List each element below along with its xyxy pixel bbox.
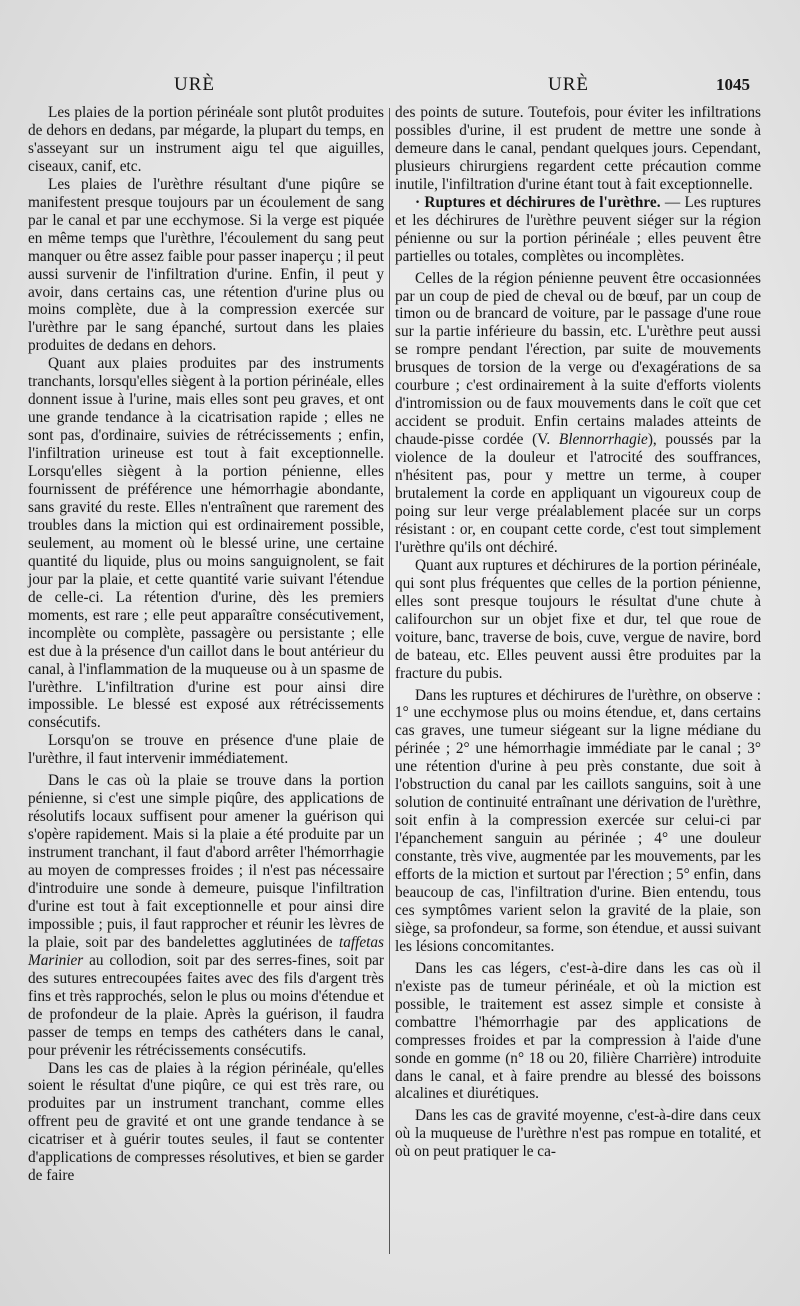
paragraph-text: — Les ruptures et les déchirures de l'urèthre peuvent siéger sur la région pénienne ou sur la portion périnéale ; elles peuvent être partielles ou totales, complètes ou incomplètes. xyxy=(395,193,761,265)
column-divider xyxy=(389,108,390,1254)
paragraph: Les plaies de l'urèthre résultant d'une piqûre se manifestent presque toujours par un écoulement de sang par le canal et par une ecchymose. Si la verge est piquée en même temps que l'urèthre, l'écoulement du sang peut manquer ou être assez faible pour passer inaperçu ; il peut aussi survenir de l'infiltration d'urine. Enfin, il peut y avoir, dans certains cas, une rétention d'urine plus ou moins complète, due à la compression exercée sur l'urèthre par le sang épanché, surtout dans les plaies produites de dedans en dehors. xyxy=(28,175,384,355)
paragraph: Dans les cas de plaies à la région périnéale, qu'elles soient le résultat d'une piqûre, ce qui est très rare, ou produites par un instrument tranchant, comme elles offrent peu de gravité et ont une grande tendance à se cicatriser et à guérir toutes seules, il faut se contenter d'applications de compresses résolutives, et bien se garder de faire xyxy=(28,1059,384,1185)
paragraph: Dans les ruptures et déchirures de l'urèthre, on observe : 1° une ecchymose plus ou moins étendue, et, dans certains cas graves, une tumeur siégeant sur la ligne médiane du périnée ; 2° une hémorrhagie immédiate par le canal ; 3° une rétention d'urine à peu près constante, due soit à l'obstruction du canal par les caillots sanguins, soit à une solution de continuité entraînant une dérivation de l'urèthre, soit enfin à la compression exercée sur celui-ci par l'épanchement sanguin au périnée ; 4° une douleur constante, très vive, augmentée par les mouvements, par les efforts de la miction et surtout par l'érection ; 5° enfin, dans beaucoup de cas, l'infiltration d'urine. Bien entendu, tous ces symptômes varient selon la gravité de la plaie, son siège, sa profondeur, sa forme, son étendue, et aussi suivant les lésions concomitantes. xyxy=(395,686,761,955)
paragraph: Dans les cas de gravité moyenne, c'est-à-dire dans ceux où la muqueuse de l'urèthre n'est pas rompue en totalité, et où on peut pratiquer le ca- xyxy=(395,1107,761,1161)
paragraph: des points de suture. Toutefois, pour éviter les infiltrations possibles d'urine, il est prudent de mettre une sonde à demeure dans le canal, pendant quelques jours. Cependant, plusieurs chirurgiens regardent cette précaution comme inutile, l'infiltration d'urine étant tout à fait exceptionnelle. xyxy=(395,104,761,193)
italic-term: taffetas Marinier xyxy=(28,933,384,969)
paragraph: Les plaies de la portion périnéale sont plutôt produites de dehors en dedans, par mégarde, la plupart du temps, en s'asseyant sur un instrument aigu tel que aiguilles, ciseaux, canif, etc. xyxy=(28,104,384,175)
paragraph: Quant aux ruptures et déchirures de la portion périnéale, qui sont plus fréquentes que celles de la portion pénienne, elles sont presque toujours le résultat d'une chute à califourchon sur un objet fixe et dur, tel que roue de voiture, banc, traverse de bois, cuve, vergue de navire, bord de bateau, etc. Elles peuvent aussi être produites par la fracture du pubis. xyxy=(395,556,761,682)
paragraph: Quant aux plaies produites par des instruments tranchants, lorsqu'elles siègent à la portion périnéale, elles donnent issue à l'urine, mais elles sont peu graves, et ont une grande tendance à la cicatrisation rapide ; elles ne sont pas, d'ordinaire, suivies de rétrécissements ; enfin, l'infiltration urineuse est tout à fait exceptionnelle. Lorsqu'elles siègent à la portion pénienne, elles fournissent de préférence une hémorrhagie abondante, sans gravité du reste. Elles n'entraînent que rarement des troubles dans la miction qui est ordinairement possible, seulement, au moment où le blessé urine, une certaine quantité du liquide, plus ou moins sanguignolent, se fait jour par la plaie, et cette quantité varie suivant l'étendue de celle-ci. La rétention d'urine, dès les premiers moments, est rare ; elle peut apparaître consécutivement, incomplète ou complète, passagère ou persistante ; elle est due à la présence d'un caillot dans le bout antérieur du canal, à l'inflammation de la muqueuse ou à un spasme de l'urèthre. L'infiltration d'urine est pour ainsi dire impossible. Le blessé est exposé aux rétrécissements consécutifs. xyxy=(28,355,384,732)
paragraph xyxy=(395,194,761,266)
paragraph-text: au collodion, soit par des serres-fines, soit par des sutures entrecoupées faites avec des fils d'argent très fins et très rapprochés, selon le plus ou moins d'étendue et de profondeur de la plaie. Après la guérison, il faudra passer de temps en temps des cathéters dans le canal, pour prévenir les rétrécissements consécutifs. xyxy=(28,951,384,1059)
paragraph: Lorsqu'on se trouve en présence d'une plaie de l'urèthre, il faut intervenir immédiatement. xyxy=(28,732,384,768)
italic-term: Blennorrhagie xyxy=(558,431,648,449)
paragraph xyxy=(395,270,761,557)
paragraph xyxy=(28,772,384,1059)
paragraph: Dans les cas légers, c'est-à-dire dans les cas où il n'existe pas de tumeur périnéale, et où la miction est possible, le traitement est assez simple et consiste à combattre l'hémorrhagie par des applications de compresses froides et par la compression à l'aide d'une sonde en gomme (n° 18 ou 20, filière Charrière) introduite dans le canal, et à faire prendre au blessé des boissons alcalines et diurétiques. xyxy=(395,959,761,1103)
header-right-title: URÈ xyxy=(548,74,589,95)
page-number: 1045 xyxy=(716,75,750,94)
header-left-title: URÈ xyxy=(174,74,215,95)
running-header xyxy=(0,74,800,98)
paragraph-text: Celles de la région pénienne peuvent être occasionnées par un coup de pied de cheval ou de bœuf, par un coup de timon ou de brancard de voiture, par le passage d'une roue sur la partie inférieure du bassin, etc. L'urèthre peut aussi se rompre pendant l'érection, par suite de mouvements brusques de torsion de la verge ou d'exagérations de sa courbure ; c'est ordinairement à la suite d'efforts violents d'intromission ou de faux mouvements dans le coït que cet accident se produit. Enfin certains malades atteints de chaude-pisse cordée (V. xyxy=(395,269,761,449)
section-heading: · Ruptures et déchirures de l'urèthre. xyxy=(415,193,661,211)
left-column xyxy=(28,104,384,1185)
paragraph-text: ), poussés par la violence de la douleur et l'atrocité des souffrances, n'hésitent pas, pour y mettre un terme, à couper brutalement la corde en appliquant un vigoureux coup de poing sur leur verge préalablement placée sur un corps résistant : or, en coupant cette corde, c'est tout simplement l'urèthre qu'ils ont déchiré. xyxy=(395,431,761,556)
paragraph-text: Dans le cas où la plaie se trouve dans la portion pénienne, si c'est une simple piqûre, des applications de résolutifs locaux suffisent pour amener la guérison qui s'opère rapidement. Mais si la plaie a été produite par un instrument tranchant, il faut d'abord arrêter l'hémorrhagie au moyen de compresses froides ; il n'est pas nécessaire d'introduire une sonde à demeure, puisque l'infiltration d'urine est tout à fait exceptionnelle et pour ainsi dire impossible ; puis, il faut rapprocher et réunir les lèvres de la plaie, soit par des bandelettes agglutinées de xyxy=(28,772,384,951)
right-column xyxy=(395,104,761,1161)
